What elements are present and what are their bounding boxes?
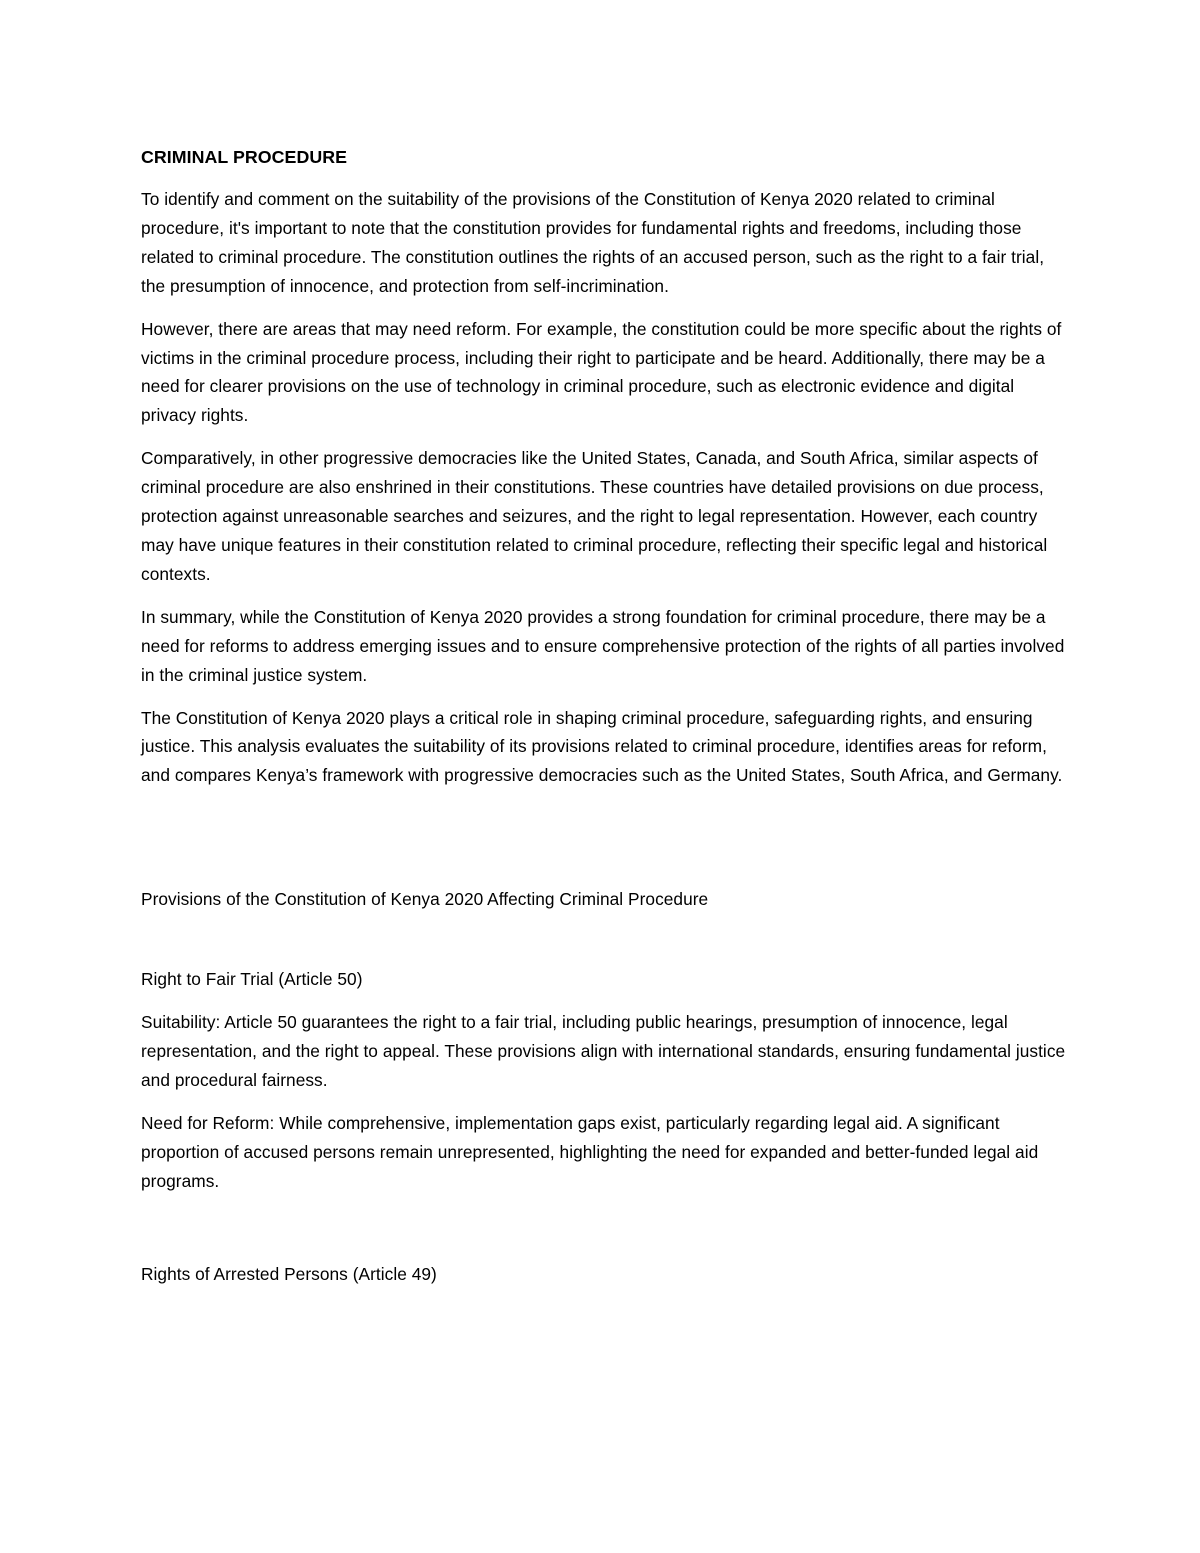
arrested-persons-heading: Rights of Arrested Persons (Article 49) bbox=[141, 1264, 437, 1285]
fair-trial-reform: Need for Reform: While comprehensive, implementation gaps exist, particularly regarding legal aid. A significant proportion of accused persons remain unrepresented, highlighting the need for expanded and better-funded legal aid programs. bbox=[141, 1112, 1039, 1191]
section-heading: Provisions of the Constitution of Kenya 2020 Affecting Criminal Procedure bbox=[141, 889, 709, 910]
blank-space bbox=[141, 1209, 1066, 1260]
intro-paragraph-2: However, there are areas that may need reform. For example, the constitution could be more specific about the rights of victims in the criminal procedure process, including their right to participate and be heard. Additionally, there may be a need for clearer provisions on the use of technology in criminal procedure, such as electronic evidence and digital privacy rights. bbox=[141, 318, 1062, 426]
intro-paragraph-5: The Constitution of Kenya 2020 plays a critical role in shaping criminal procedure, safeguarding rights, and ensuring justice. This analysis evaluates the suitability of its provisions related to criminal procedure, identifies areas for reform, and compares Kenya’s framework with progressive democracies such as the United States, South Africa, and Germany. bbox=[141, 707, 1063, 786]
blank-space bbox=[141, 804, 1066, 885]
fair-trial-suitability: Suitability: Article 50 guarantees the right to a fair trial, including public hearings, presumption of innocence, legal representation, and the right to appeal. These provisions align with international standards, ensuring fundamental justice and procedural fairness. bbox=[141, 1012, 1066, 1090]
document-title: CRIMINAL PROCEDURE bbox=[141, 147, 348, 167]
intro-paragraph-4: In summary, while the Constitution of Kenya 2020 provides a strong foundation for criminal procedure, there may be a need for reforms to address emerging issues and to ensure comprehensive protection of the rights of all parties involved in the criminal justice system. bbox=[141, 606, 1065, 685]
intro-paragraph-1: To identify and comment on the suitability of the provisions of the Constitution of Kenya 2020 related to criminal procedure, it's important to note that the constitution provides for fundamental rights and freedoms, including those related to criminal procedure. The constitution outlines the rights of an accused person, such as the right to a fair trial, the presumption of innocence, and protection from self-incrimination. bbox=[141, 189, 1045, 296]
document-body bbox=[141, 143, 1066, 1303]
blank-space bbox=[141, 914, 1066, 965]
fair-trial-heading: Right to Fair Trial (Article 50) bbox=[141, 969, 363, 990]
intro-paragraph-3: Comparatively, in other progressive democracies like the United States, Canada, and South Africa, similar aspects of criminal procedure are also enshrined in their constitutions. These countries have detailed provisions on due process, protection against unreasonable searches and seizures, and the right to legal representation. However, each country may have unique features in their constitution related to criminal procedure, reflecting their specific legal and historical contexts. bbox=[141, 448, 1048, 584]
